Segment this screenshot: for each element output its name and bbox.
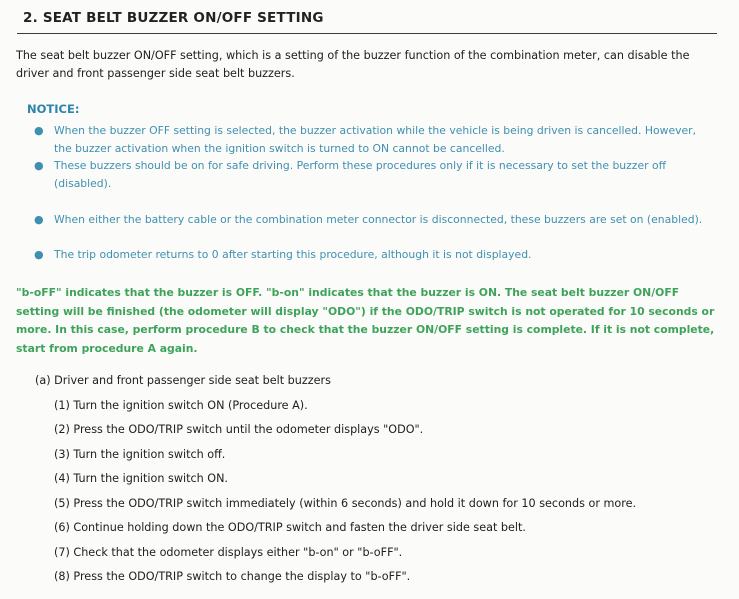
notice-item: When the buzzer OFF setting is selected, the buzzer activation while the vehicle is being driven is cancelled. However, the buzzer activation when the ignition switch is turned to ON cannot be cancelled. (54, 124, 696, 155)
notice-item: When either the battery cable or the combination meter connector is disconnected, these buzzers are set on (enabled). (54, 213, 703, 226)
bullet-icon: ● (34, 248, 44, 261)
procedure-step: (6) Continue holding down the ODO/TRIP switch and fasten the driver side seat belt. (54, 521, 526, 534)
notice-item: The trip odometer returns to 0 after starting this procedure, although it is not displayed. (54, 248, 532, 261)
notice-heading: NOTICE: (27, 102, 80, 116)
procedure-step: (3) Turn the ignition switch off. (54, 448, 226, 461)
procedure-heading: (a) Driver and front passenger side seat belt buzzers (35, 374, 331, 387)
procedure-step: (5) Press the ODO/TRIP switch immediately (within 6 seconds) and hold it down for 10 seconds or more. (54, 497, 637, 510)
procedure-step: (2) Press the ODO/TRIP switch until the odometer displays "ODO". (54, 423, 424, 436)
title-underline (17, 33, 717, 34)
section-title: 2. SEAT BELT BUZZER ON/OFF SETTING (23, 10, 324, 26)
procedure-step: (1) Turn the ignition switch ON (Procedure A). (54, 399, 308, 412)
intro-paragraph: The seat belt buzzer ON/OFF setting, which is a setting of the buzzer function of the combination meter, can disable the driver and front passenger side seat belt buzzers. (16, 49, 690, 80)
procedure-step: (7) Check that the odometer displays either "b-on" or "b-oFF". (54, 546, 403, 559)
procedure-step: (8) Press the ODO/TRIP switch to change the display to "b-oFF". (54, 570, 411, 583)
bullet-icon: ● (34, 213, 44, 226)
buzzer-state-note: "b-oFF" indicates that the buzzer is OFF. "b-on" indicates that the buzzer is ON. The seat belt buzzer ON/OFF setting will be finished (the odometer will display "ODO") if the ODO/TRIP switch is not operated for 10 seconds or more. In this case, perform procedure B to check that the buzzer ON/OFF setting is complete. If it is not complete, start from procedure A again. (16, 286, 715, 355)
bullet-icon: ● (34, 159, 44, 172)
notice-item: These buzzers should be on for safe driving. Perform these procedures only if it is necessary to set the buzzer off (disabled). (54, 159, 667, 190)
bullet-icon: ● (34, 124, 44, 137)
procedure-step: (4) Turn the ignition switch ON. (54, 472, 228, 485)
